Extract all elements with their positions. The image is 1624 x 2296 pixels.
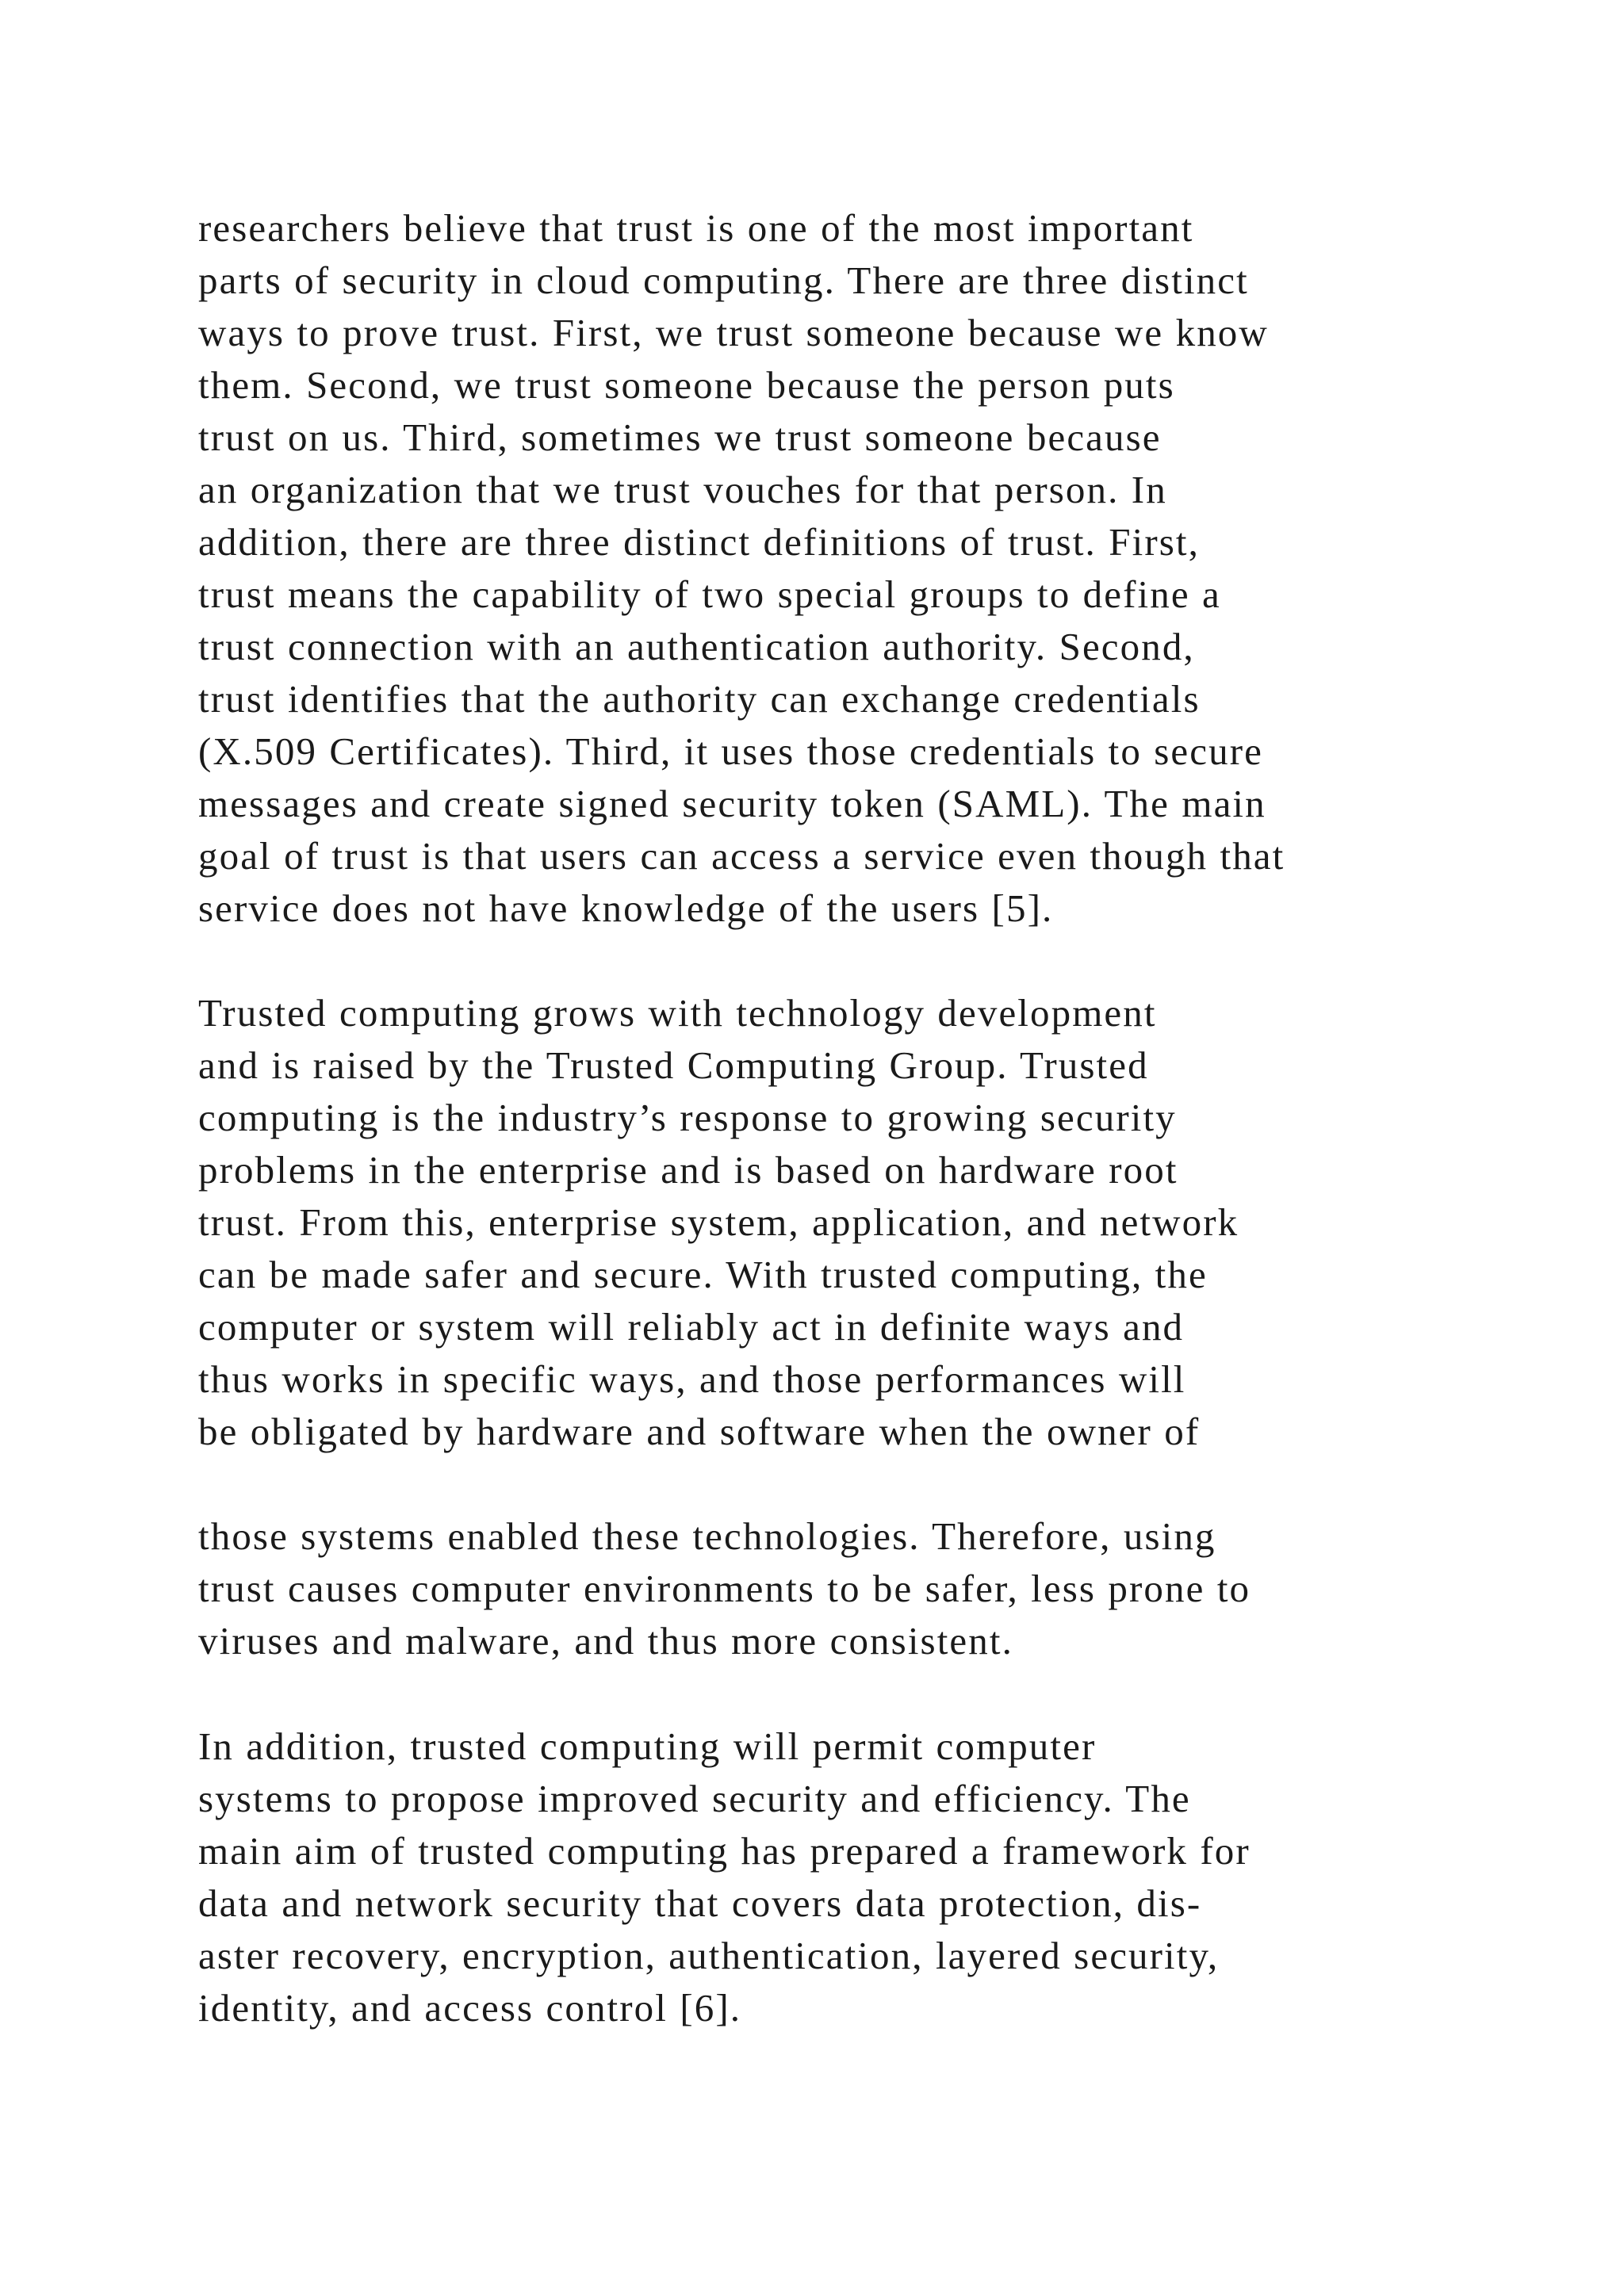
text-line: computer or system will reliably act in definite ways and bbox=[198, 1305, 1185, 1349]
text-line: be obligated by hardware and software when the owner of bbox=[198, 1410, 1201, 1453]
text-line: and is raised by the Trusted Computing Group. Trusted bbox=[198, 1043, 1149, 1087]
paragraph-trusted-computing bbox=[198, 987, 1594, 1458]
text-line: computing is the industry’s response to growing security bbox=[198, 1096, 1177, 1139]
text-line: trust. From this, enterprise system, application, and network bbox=[198, 1200, 1239, 1244]
text-line: systems to propose improved security and efficiency. The bbox=[198, 1777, 1191, 1820]
paragraph-trust-benefits bbox=[198, 1510, 1594, 1667]
text-line: ways to prove trust. First, we trust someone because we know bbox=[198, 311, 1269, 354]
text-line: viruses and malware, and thus more consistent. bbox=[198, 1619, 1013, 1663]
text-line: trust on us. Third, sometimes we trust someone because bbox=[198, 415, 1162, 459]
text-line: goal of trust is that users can access a service even though that bbox=[198, 834, 1285, 878]
text-line: (X.509 Certificates). Third, it uses those credentials to secure bbox=[198, 729, 1263, 773]
text-line: identity, and access control [6]. bbox=[198, 1986, 742, 2030]
text-line: researchers believe that trust is one of the most important bbox=[198, 206, 1194, 250]
paragraph-security-framework bbox=[198, 1720, 1594, 2034]
text-line: In addition, trusted computing will permit computer bbox=[198, 1724, 1097, 1768]
text-line: trust means the capability of two special groups to define a bbox=[198, 572, 1221, 616]
text-line: parts of security in cloud computing. There are three distinct bbox=[198, 258, 1249, 302]
paragraph-trust-definitions bbox=[198, 202, 1594, 935]
text-line: service does not have knowledge of the users [5]. bbox=[198, 886, 1054, 930]
text-line: main aim of trusted computing has prepared a framework for bbox=[198, 1829, 1251, 1873]
text-line: trust identifies that the authority can exchange credentials bbox=[198, 677, 1201, 721]
text-line: Trusted computing grows with technology development bbox=[198, 991, 1157, 1035]
text-line: messages and create signed security token (SAML). The main bbox=[198, 782, 1266, 825]
text-line: trust connection with an authentication authority. Second, bbox=[198, 625, 1195, 668]
text-line: trust causes computer environments to be safer, less prone to bbox=[198, 1567, 1251, 1610]
text-line: thus works in specific ways, and those performances will bbox=[198, 1357, 1186, 1401]
text-line: an organization that we trust vouches for that person. In bbox=[198, 468, 1167, 511]
text-line: those systems enabled these technologies. Therefore, using bbox=[198, 1514, 1216, 1558]
text-line: them. Second, we trust someone because the person puts bbox=[198, 363, 1175, 407]
text-line: data and network security that covers data protection, dis- bbox=[198, 1881, 1202, 1925]
text-line: problems in the enterprise and is based on hardware root bbox=[198, 1148, 1178, 1192]
text-line: aster recovery, encryption, authentication, layered security, bbox=[198, 1934, 1220, 1977]
text-line: can be made safer and secure. With trusted computing, the bbox=[198, 1253, 1208, 1296]
text-line: addition, there are three distinct definitions of trust. First, bbox=[198, 520, 1200, 564]
